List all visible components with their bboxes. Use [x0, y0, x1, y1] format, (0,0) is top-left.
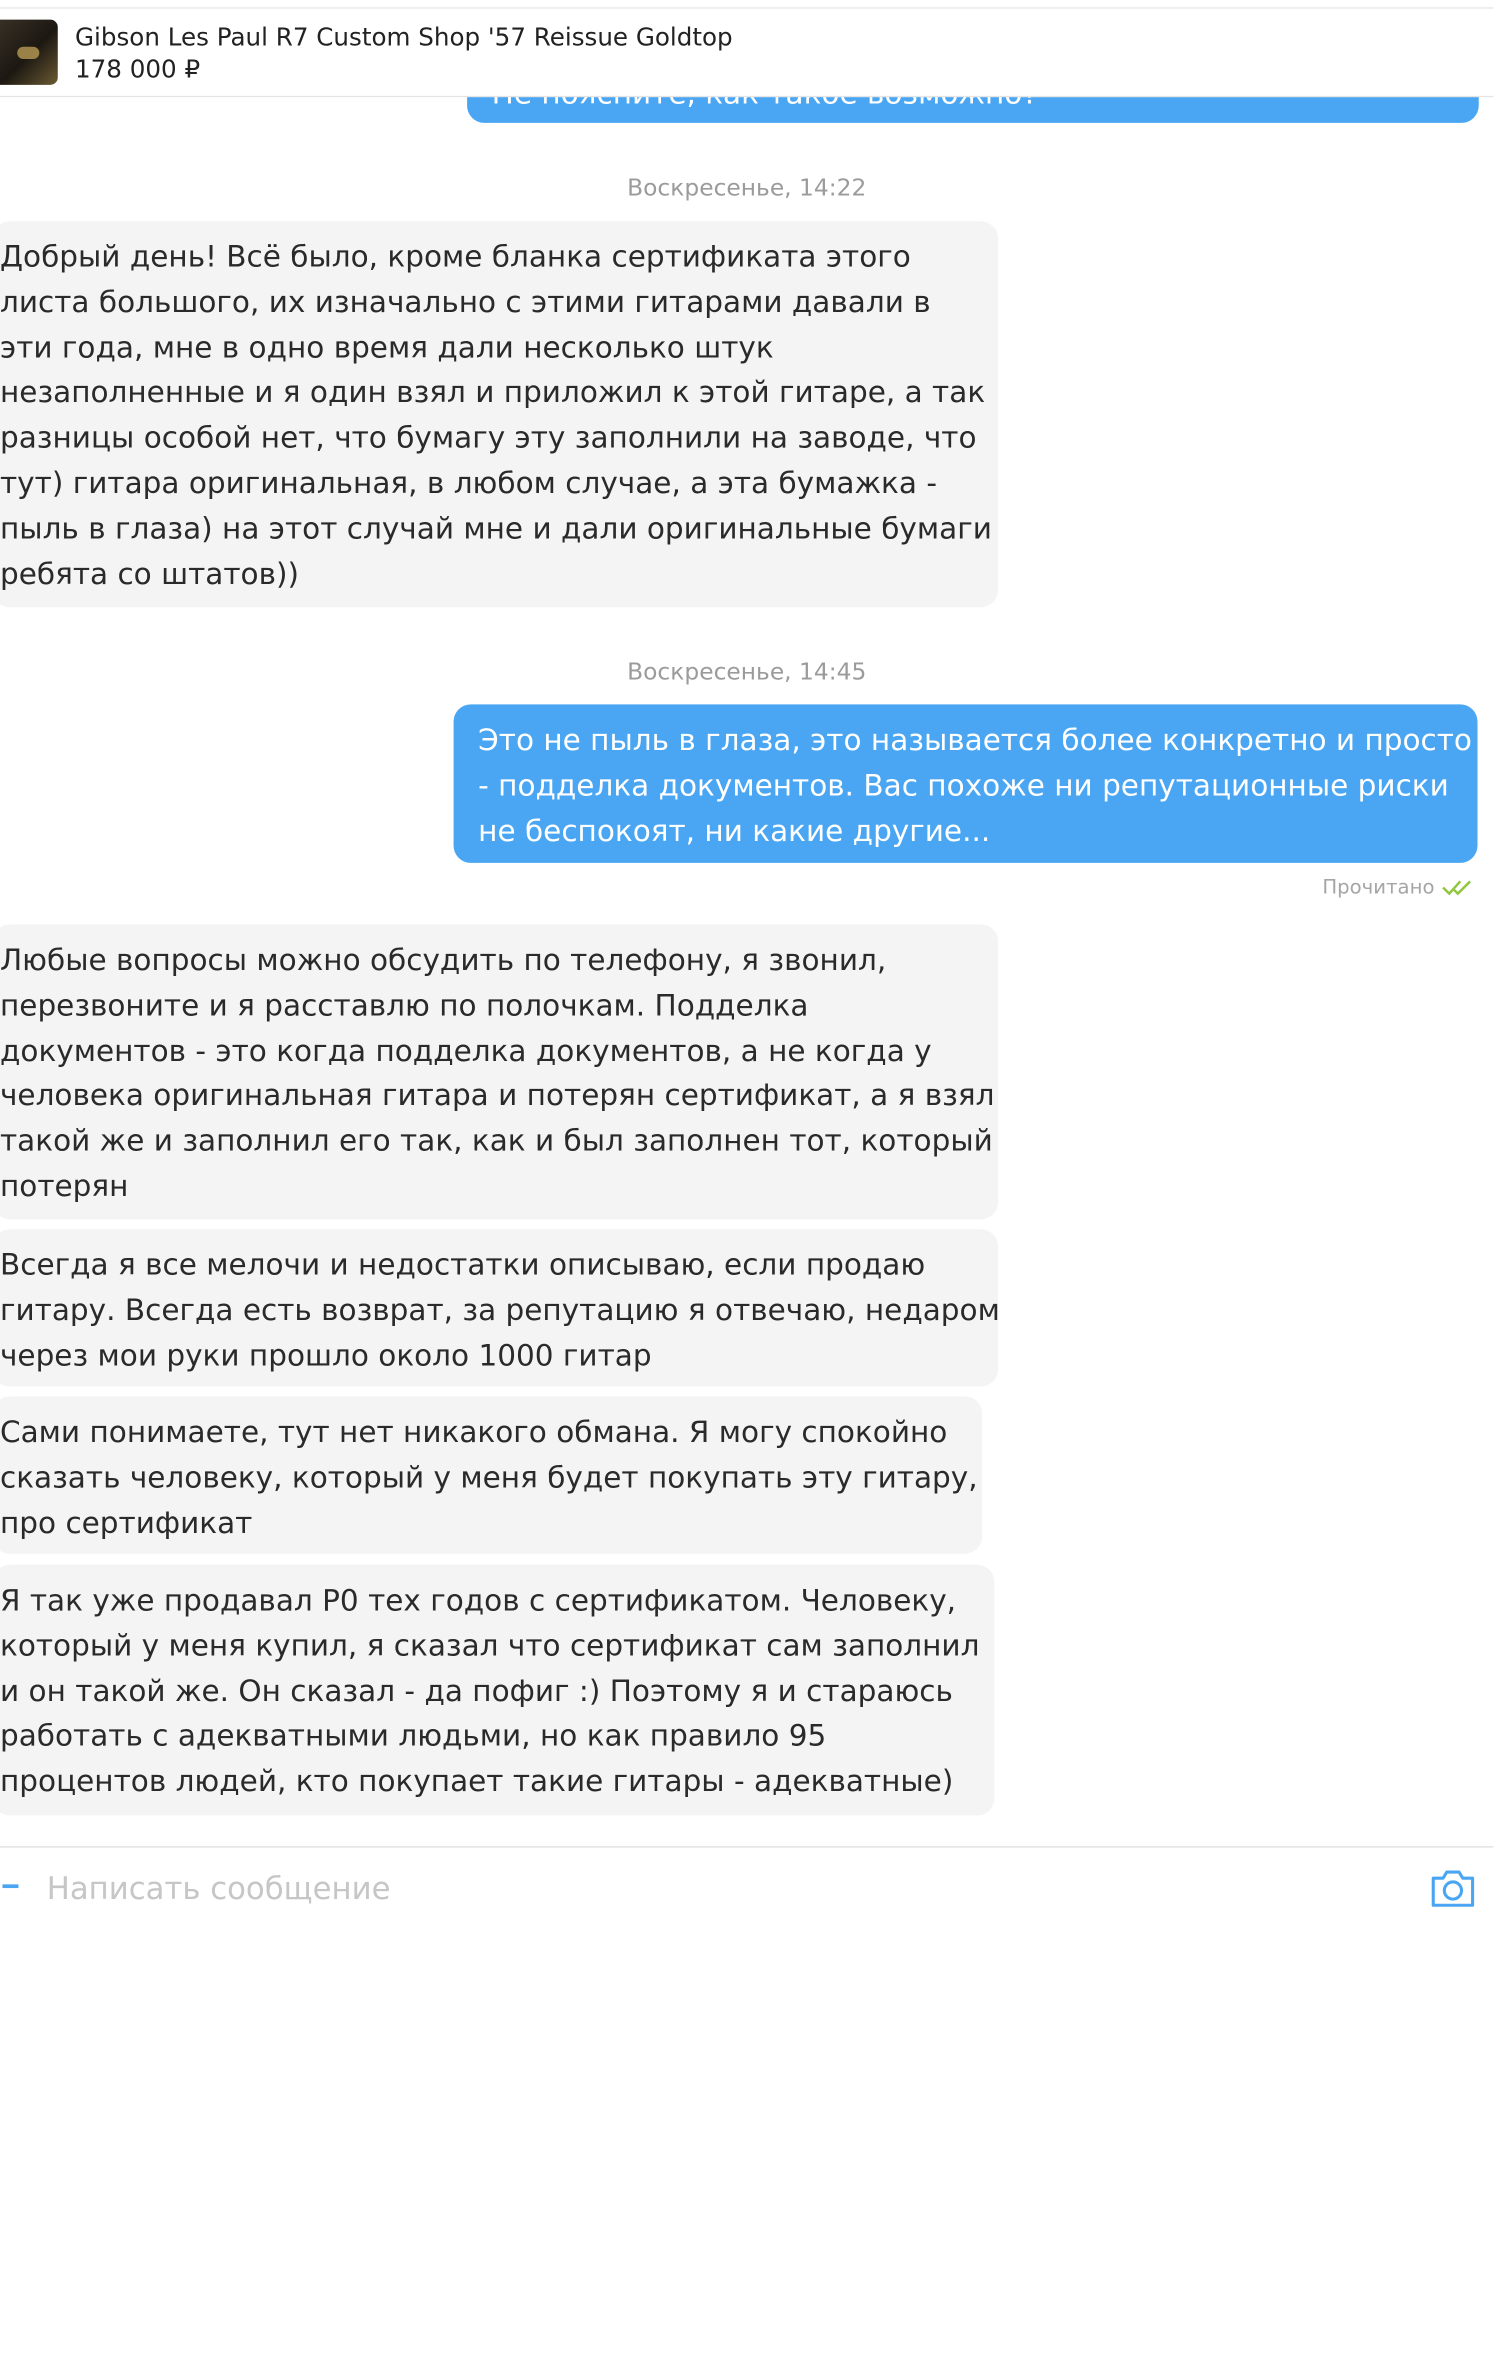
listing-header[interactable]: [0, 7, 1493, 97]
message-line: Сами понимаете, тут нет никакого обмана. Я могу спокойно: [0, 1414, 948, 1450]
camera-icon[interactable]: [1430, 1867, 1477, 1909]
message-line: документов - это когда подделка документов, а не когда у: [0, 1033, 932, 1068]
message-line: разницы особой нет, что бумагу эту заполнили на заводе, что: [0, 420, 977, 456]
message-line: ребята со штатов)): [0, 556, 300, 591]
message-line: незаполненные и я один взял и приложил к этой гитаре, а так: [0, 375, 986, 410]
message-line: про сертификат: [0, 1505, 253, 1540]
message-incoming[interactable]: [0, 1565, 994, 1816]
message-line: через мои руки прошло около 1000 гитар: [0, 1338, 652, 1373]
message-incoming[interactable]: [0, 221, 998, 607]
message-input[interactable]: [47, 1863, 1399, 1912]
date-separator: Воскресенье, 14:22: [627, 174, 867, 202]
text-cursor: [2, 1884, 18, 1888]
message-outgoing[interactable]: [454, 704, 1478, 863]
message-incoming[interactable]: [0, 1396, 982, 1553]
message-line: гитару. Всегда есть возврат, за репутацию я отвечаю, недаром: [0, 1292, 1000, 1328]
read-status: [1322, 875, 1478, 898]
message-line: потерян: [0, 1168, 129, 1204]
message-line: листа большого, их изначально с этими гитарами давали в: [0, 284, 931, 320]
message-line: работать с адекватными людьми, но как правило 95: [0, 1718, 827, 1754]
read-status-label: Прочитано: [1322, 875, 1435, 899]
message-incoming[interactable]: [0, 924, 998, 1219]
message-line: Это не пыль в глаза, это называется более конкретно и просто: [478, 722, 1472, 758]
message-line: процентов людей, кто покупает такие гитары - адекватные): [0, 1764, 954, 1799]
message-line: - подделка документов. Вас похоже ни репутационные риски: [478, 768, 1449, 803]
date-separator: Воскресенье, 14:45: [627, 658, 867, 686]
message-line: перезвоните и я расставлю по полочкам. Подделка: [0, 988, 809, 1023]
message-line: Я так уже продавал Р0 тех годов с сертификатом. Человеку,: [0, 1583, 957, 1618]
message-line: и он такой же. Он сказал - да пофиг :) Поэтому я и стараюсь: [0, 1673, 953, 1709]
message-line: человека оригинальная гитара и потерян сертификат, а я взял: [0, 1078, 995, 1113]
listing-price: 178 000 ₽: [74, 54, 201, 84]
message-line: который у меня купил, я сказал что сертификат сам заполнил: [0, 1628, 980, 1663]
message-line: не беспокоят, ни какие другие...: [478, 813, 991, 848]
double-check-icon: [1442, 877, 1479, 897]
listing-thumbnail[interactable]: [0, 20, 58, 85]
message-line: пыль в глаза) на этот случай мне и дали оригинальные бумаги: [0, 511, 992, 546]
message-composer: [0, 1846, 1493, 1927]
message-incoming[interactable]: [0, 1229, 998, 1386]
message-line: Добрый день! Всё было, кроме бланка сертификата этого: [0, 239, 911, 275]
message-line: такой же и заполнил его так, как и был заполнен тот, который: [0, 1123, 993, 1159]
message-line: эти года, мне в одно время дали несколько штук: [0, 330, 774, 365]
message-line: тут) гитара оригинальная, в любом случае, а эта бумажка -: [0, 465, 937, 501]
listing-title[interactable]: Gibson Les Paul R7 Custom Shop '57 Reissue Goldtop: [74, 22, 733, 52]
message-line: сказать человеку, который у меня будет покупать эту гитару,: [0, 1460, 978, 1495]
message-line: Любые вопросы можно обсудить по телефону, я звонил,: [0, 942, 887, 978]
message-line: Всегда я все мелочи и недостатки описываю, если продаю: [0, 1247, 926, 1283]
